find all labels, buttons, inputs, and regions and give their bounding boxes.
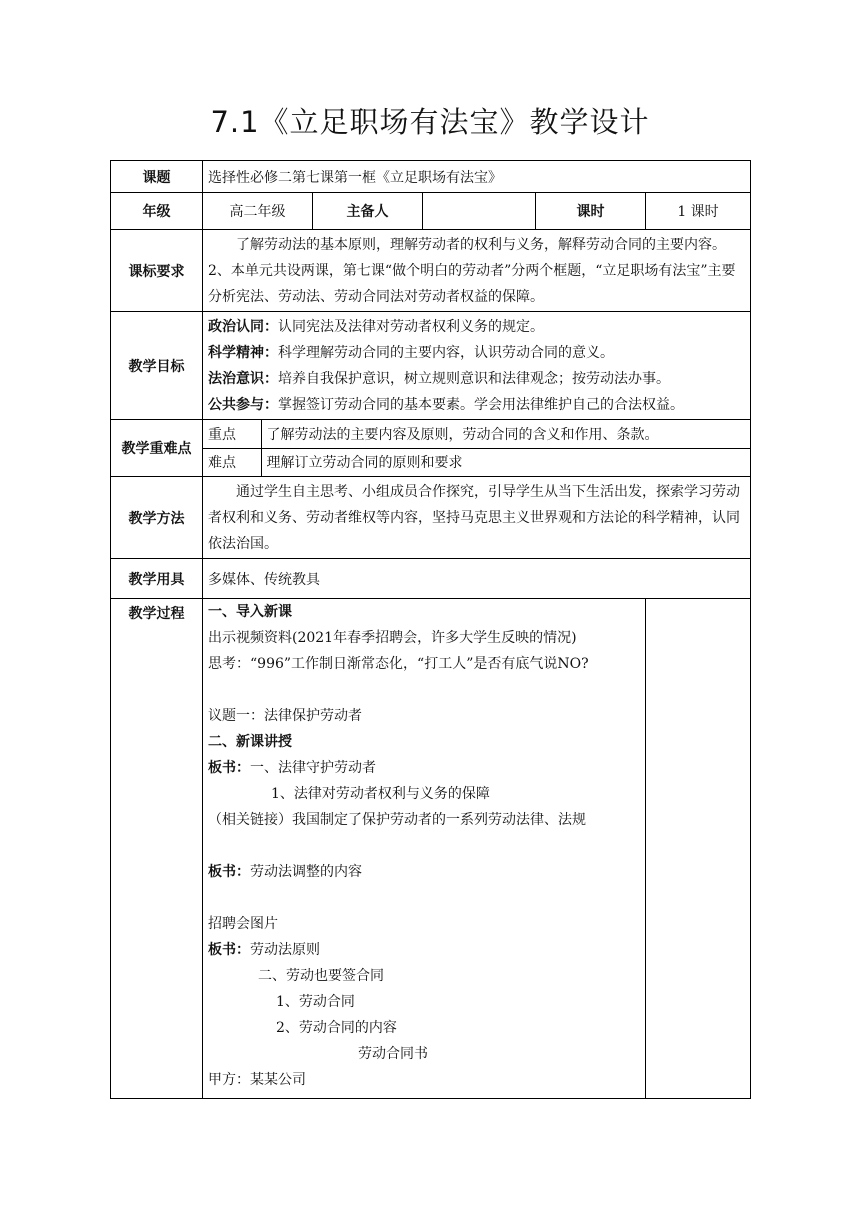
topic-value: 选择性必修二第七课第一框《立足职场有法宝》 xyxy=(203,161,751,193)
objective-item xyxy=(208,392,745,418)
process-line: 劳动合同书 xyxy=(358,1046,428,1062)
objective-item xyxy=(208,366,745,392)
objectives-list xyxy=(203,312,751,420)
board-label: 板书： xyxy=(208,864,250,880)
process-line: 思考：“996”工作制日渐常态化，“打工人”是否有底气说NO? xyxy=(208,656,589,672)
topic-label: 课题 xyxy=(111,161,203,193)
keypoints-cell xyxy=(203,420,751,477)
keypoints-label: 教学重难点 xyxy=(111,420,203,477)
hours-label: 课时 xyxy=(536,193,646,230)
key-text: 了解劳动法的主要内容及原则，劳动合同的含义和作用、条款。 xyxy=(261,420,750,448)
objective-text: 科学理解劳动合同的主要内容，认识劳动合同的意义。 xyxy=(278,344,614,361)
process-line: （相关链接）我国制定了保护劳动者的一系列劳动法律、法规 xyxy=(208,812,586,828)
process-notes-column xyxy=(646,599,751,1099)
board-text: 劳动法调整的内容 xyxy=(250,864,362,880)
hours-value: 1 课时 xyxy=(646,193,751,230)
board-text: 一、法律守护劳动者 xyxy=(250,760,376,776)
process-label: 教学过程 xyxy=(111,599,203,1099)
objective-text: 认同宪法及法律对劳动者权利义务的规定。 xyxy=(278,318,544,335)
board-text: 劳动法原则 xyxy=(250,942,320,958)
process-line xyxy=(208,859,640,885)
process-line xyxy=(208,755,640,781)
tools-text: 多媒体、传统教具 xyxy=(203,559,751,599)
topic-row xyxy=(111,161,751,193)
preparer-label: 主备人 xyxy=(313,193,423,230)
keypoints-row xyxy=(111,420,751,477)
objective-head: 公共参与： xyxy=(208,396,278,413)
tools-label: 教学用具 xyxy=(111,559,203,599)
board-label: 板书： xyxy=(208,760,250,776)
process-line xyxy=(208,937,640,963)
objectives-label: 教学目标 xyxy=(111,312,203,420)
document-title: 7.1《立足职场有法宝》教学设计 xyxy=(210,105,650,139)
method-label: 教学方法 xyxy=(111,477,203,559)
process-line: 二、新课讲授 xyxy=(208,734,292,750)
process-line: 甲方：某某公司 xyxy=(208,1072,306,1088)
process-line: 1、法律对劳动者权利与义务的保障 xyxy=(271,786,490,802)
blank-line xyxy=(208,677,640,703)
process-row xyxy=(111,599,751,1099)
difficulty-label: 难点 xyxy=(203,448,261,476)
objective-item xyxy=(208,314,745,340)
method-text: 通过学生自主思考、小组成员合作探究，引导学生从当下生活出发，探索学习劳动者权利和义务、劳动者维权等内容，坚持马克思主义世界观和方法论的科学精神，认同依法治国。 xyxy=(203,477,751,559)
difficulty-text: 理解订立劳动合同的原则和要求 xyxy=(261,448,750,476)
objective-head: 法治意识： xyxy=(208,370,278,387)
objective-head: 政治认同： xyxy=(208,318,278,335)
keypoints-table xyxy=(203,420,750,476)
standard-row xyxy=(111,230,751,312)
objective-head: 科学精神： xyxy=(208,344,278,361)
key-label: 重点 xyxy=(203,420,261,448)
objective-text: 培养自我保护意识，树立规则意识和法律观念；按劳动法办事。 xyxy=(278,370,670,387)
objectives-row xyxy=(111,312,751,420)
grade-row xyxy=(111,193,751,230)
blank-line xyxy=(208,885,640,911)
process-line: 二、劳动也要签合同 xyxy=(258,968,384,984)
blank-line xyxy=(208,833,640,859)
board-label: 板书： xyxy=(208,942,250,958)
method-row xyxy=(111,477,751,559)
process-line: 一、导入新课 xyxy=(208,604,292,620)
grade-label: 年级 xyxy=(111,193,203,230)
grade-value: 高二年级 xyxy=(203,193,313,230)
process-line: 出示视频资料(2021年春季招聘会，许多大学生反映的情况) xyxy=(208,630,577,646)
objective-item xyxy=(208,340,745,366)
process-line: 招聘会图片 xyxy=(208,916,278,932)
objective-text: 掌握签订劳动合同的基本要素。学会用法律维护自己的合法权益。 xyxy=(278,396,684,413)
process-line: 议题一：法律保护劳动者 xyxy=(208,708,362,724)
tools-row xyxy=(111,559,751,599)
standard-text: 了解劳动法的基本原则，理解劳动者的权利与义务，解释劳动合同的主要内容。2、本单元共设两课，第七课“做个明白的劳动者”分两个框题，“立足职场有法宝”主要分析宪法、劳动法、劳动合同法对劳动者权益的保障。 xyxy=(203,230,751,312)
lesson-plan-table xyxy=(110,160,751,1099)
preparer-value xyxy=(423,193,536,230)
process-content xyxy=(203,599,646,1099)
standard-label: 课标要求 xyxy=(111,230,203,312)
process-line: 1、劳动合同 xyxy=(276,994,355,1010)
process-line: 2、劳动合同的内容 xyxy=(276,1020,397,1036)
